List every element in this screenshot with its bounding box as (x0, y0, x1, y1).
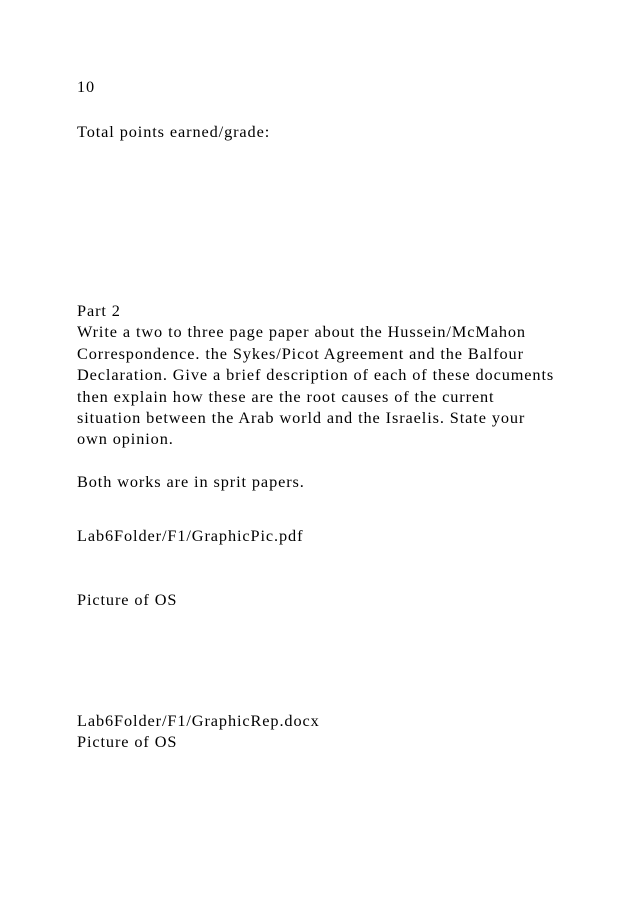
picture-caption: Picture of OS (77, 732, 178, 751)
paragraph-line: situation between the Arab world and the Israelis. State your (77, 408, 526, 427)
both-works-note: Both works are in sprit papers. (77, 472, 305, 491)
page-number-text: 10 (77, 77, 96, 96)
paragraph-line: then explain how these are the root causes of the current (77, 387, 495, 406)
paragraph-line: Write a two to three page paper about the Hussein/McMahon (77, 322, 526, 341)
picture-caption: Picture of OS (77, 590, 178, 609)
file-path-docx: Lab6Folder/F1/GraphicRep.docx (77, 711, 320, 730)
paragraph-line: Declaration. Give a brief description of each of these documents (77, 365, 555, 384)
paragraph-line: own opinion. (77, 429, 174, 448)
total-points-label: Total points earned/grade: (77, 122, 271, 141)
file-path-pdf: Lab6Folder/F1/GraphicPic.pdf (77, 526, 304, 545)
paragraph-line: Correspondence. the Sykes/Picot Agreement and the Balfour (77, 344, 524, 363)
part-heading: Part 2 (77, 301, 121, 320)
